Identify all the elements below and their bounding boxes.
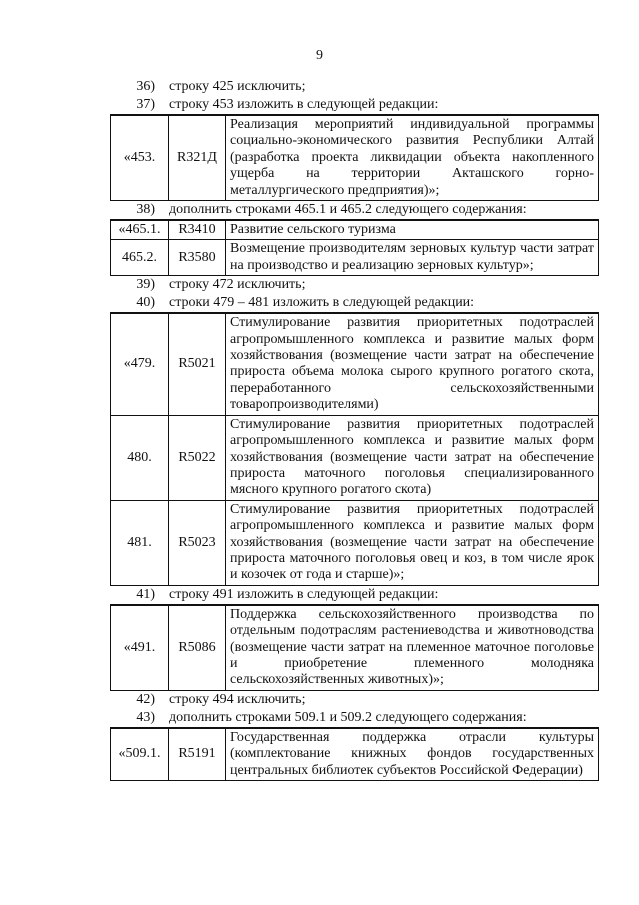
amendment-table — [110, 313, 599, 586]
code-cell: R5086 — [169, 605, 226, 690]
amendment-table — [110, 220, 599, 276]
instruction-number: 40) — [136, 295, 155, 311]
code-cell: R3580 — [169, 240, 226, 276]
instruction-text: строки 479 – 481 изложить в следующей редакции: — [169, 295, 475, 311]
table-row — [111, 314, 599, 415]
row-number-cell: «479. — [111, 314, 169, 415]
table-row — [111, 116, 599, 201]
table-row — [111, 605, 599, 690]
code-cell: R5022 — [169, 415, 226, 500]
description-cell: Стимулирование развития приоритетных подотраслей агропромышленного комплекса и развитие малых форм хозяйствования (возмещение части затрат на обеспечение прироста маточного поголовья овец и коз, в том числе ярок и козочек от года и старше)»; — [226, 500, 599, 585]
instruction-number: 38) — [136, 202, 155, 218]
description-cell: Государственная поддержка отрасли культуры (комплектование книжных фондов государственных центральных библиотек субъектов Российской Федерации) — [226, 728, 599, 780]
instruction-number: 43) — [136, 709, 155, 725]
instruction-number: 39) — [136, 277, 155, 293]
code-cell: R3410 — [169, 221, 226, 240]
amendment-instruction — [110, 201, 599, 220]
amendment-table — [110, 605, 599, 691]
instruction-text: строку 425 исключить; — [169, 79, 306, 94]
description-cell: Реализация мероприятий индивидуальной программы социально-экономического развития Республики Алтай (разработка проекта ликвидации объекта накопленного ущерба на территории Акташского горно-металлургического предприятия)»; — [226, 116, 599, 201]
row-number-cell: 480. — [111, 415, 169, 500]
description-cell: Развитие сельского туризма — [226, 221, 599, 240]
row-number-cell: 465.2. — [111, 240, 169, 276]
amendment-instruction — [110, 586, 599, 605]
row-number-cell: 481. — [111, 500, 169, 585]
table-row — [111, 221, 599, 240]
row-number-cell: «509.1. — [111, 728, 169, 780]
instruction-text: строку 472 исключить; — [169, 277, 306, 293]
code-cell: R321Д — [169, 116, 226, 201]
amendment-instruction — [110, 96, 599, 115]
table-row — [111, 500, 599, 585]
row-number-cell: «491. — [111, 605, 169, 690]
instruction-number: 42) — [136, 691, 155, 707]
instruction-number: 41) — [136, 586, 155, 602]
code-cell: R5021 — [169, 314, 226, 415]
instruction-text: строку 494 исключить; — [169, 691, 306, 707]
table-row — [111, 240, 599, 276]
amendment-table — [110, 728, 599, 781]
page-number: 9 — [316, 48, 323, 63]
amendment-instruction — [110, 691, 599, 709]
instruction-text: дополнить строками 509.1 и 509.2 следующего содержания: — [169, 709, 527, 725]
code-cell: R5023 — [169, 500, 226, 585]
description-cell: Стимулирование развития приоритетных подотраслей агропромышленного комплекса и развитие малых форм хозяйствования (возмещение части затрат на обеспечение прироста объема молока сырого крупного рогатого скота, переработанного сельскохозяйственными товаропроизводителями) — [226, 314, 599, 415]
row-number-cell: «465.1. — [111, 221, 169, 240]
amendment-instruction — [110, 78, 599, 96]
instruction-text: строку 491 изложить в следующей редакции: — [169, 586, 439, 602]
instruction-text: дополнить строками 465.1 и 465.2 следующего содержания: — [169, 202, 527, 218]
amendment-instruction — [110, 294, 599, 313]
table-row — [111, 728, 599, 780]
amendment-table — [110, 115, 599, 201]
instruction-number: 36) — [136, 79, 155, 94]
description-cell: Поддержка сельскохозяйственного производства по отдельным подотраслям растениеводства и животноводства (возмещение части затрат на племенное маточное поголовье и приобретение племенного молодняка сельскохозяйственных животных)»; — [226, 605, 599, 690]
description-cell: Стимулирование развития приоритетных подотраслей агропромышленного комплекса и развитие малых форм хозяйствования (возмещение части затрат на обеспечение прироста маточного поголовья специализированного мясного крупного рогатого скота) — [226, 415, 599, 500]
instruction-number: 37) — [136, 97, 155, 112]
table-row — [111, 415, 599, 500]
description-cell: Возмещение производителям зерновых культур части затрат на производство и реализацию зерновых культур»; — [226, 240, 599, 276]
instruction-text: строку 453 изложить в следующей редакции: — [169, 97, 439, 112]
document-body — [110, 78, 599, 781]
amendment-instruction — [110, 276, 599, 294]
amendment-instruction — [110, 709, 599, 728]
code-cell: R5191 — [169, 728, 226, 780]
row-number-cell: «453. — [111, 116, 169, 201]
